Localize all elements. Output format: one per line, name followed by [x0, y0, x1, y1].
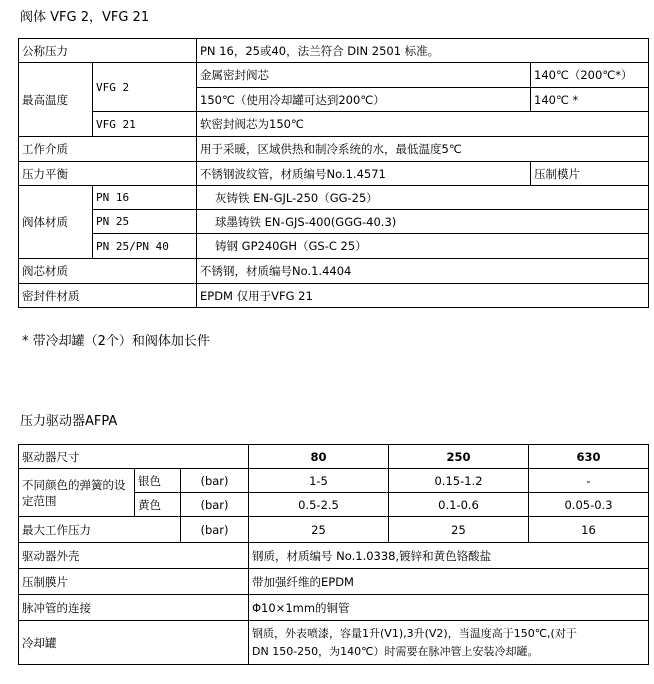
vfg2-label: VFG 2: [93, 63, 197, 112]
actuator-table: [18, 444, 649, 665]
balance-value: 不锈钢波纹管，材质编号No.1.4571: [197, 162, 531, 186]
max-pressure-label: 最大工作压力: [19, 517, 181, 543]
vfg2-metal-seal-value: 140℃（200℃*）: [531, 63, 649, 88]
valve-body-table: [18, 38, 649, 308]
size-630: 630: [529, 445, 649, 469]
membrane-label: 压制膜片: [19, 569, 249, 595]
body-pn25: PN 25: [93, 210, 197, 234]
body-pn25-material: 球墨铸铁 EN-GJS-400(GGG-40.3): [197, 210, 649, 234]
body-material-label: 阀体材质: [19, 186, 93, 259]
max-temp-label: 最高温度: [19, 63, 93, 137]
body-pn25-40: PN 25/PN 40: [93, 234, 197, 259]
medium-value: 用于采暖，区域供热和制冷系统的水，最低温度5℃: [197, 137, 649, 162]
silver-label: 银色: [135, 469, 181, 493]
cooler-value-line2: DN 150-250，为140℃）时需要在脉冲管上安装冷却罐。: [252, 644, 539, 658]
vfg2-cooler-temp-value: 140℃ *: [531, 88, 649, 112]
medium-label: 工作介质: [19, 137, 197, 162]
membrane-value: 带加强纤维的EPDM: [249, 569, 649, 595]
pressure-value: PN 16，25或40，法兰符合 DIN 2501 标准。: [197, 39, 649, 63]
body-pn25-40-material: 铸钢 GP240GH（GS-C 25）: [197, 234, 649, 259]
silver-80: 1-5: [249, 469, 389, 493]
cooler-value: [249, 621, 649, 665]
vfg21-label: VFG 21: [93, 112, 197, 137]
plug-material-label: 阀芯材质: [19, 259, 197, 284]
yellow-80: 0.5-2.5: [249, 493, 389, 517]
cooler-label: 冷却罐: [19, 621, 249, 665]
plug-material-value: 不锈钢，材质编号No.1.4404: [197, 259, 649, 284]
section-title-valve-body: 阀体 VFG 2，VFG 21: [20, 10, 150, 25]
silver-unit: (bar): [181, 469, 249, 493]
yellow-unit: (bar): [181, 493, 249, 517]
spring-range-label: 不同颜色的弹簧的设定范围: [19, 469, 135, 517]
yellow-250: 0.1-0.6: [389, 493, 529, 517]
pulse-tube-value: Φ10×1mm的铜管: [249, 595, 649, 621]
section-title-actuator: 压力驱动器AFPA: [20, 414, 118, 429]
size-label: 驱动器尺寸: [19, 445, 249, 469]
size-250: 250: [389, 445, 529, 469]
silver-250: 0.15-1.2: [389, 469, 529, 493]
pulse-tube-label: 脉冲管的连接: [19, 595, 249, 621]
max-pressure-250: 25: [389, 517, 529, 543]
max-pressure-630: 16: [529, 517, 649, 543]
yellow-label: 黄色: [135, 493, 181, 517]
vfg21-value: 软密封阀芯为150℃: [197, 112, 649, 137]
silver-630: -: [529, 469, 649, 493]
housing-label: 驱动器外壳: [19, 543, 249, 569]
max-pressure-unit: (bar): [181, 517, 249, 543]
yellow-630: 0.05-0.3: [529, 493, 649, 517]
vfg2-metal-seal: 金属密封阀芯: [197, 63, 531, 88]
footnote: * 带冷却罐（2个）和阀体加长件: [22, 334, 210, 349]
max-pressure-80: 25: [249, 517, 389, 543]
housing-value: 钢质，材质编号 No.1.0338,镀锌和黄色铬酸盐: [249, 543, 649, 569]
pressure-label: 公称压力: [19, 39, 197, 63]
balance-extra: 压制模片: [531, 162, 649, 186]
vfg2-cooler-temp: 150℃（使用冷却罐可达到200℃）: [197, 88, 531, 112]
balance-label: 压力平衡: [19, 162, 197, 186]
cooler-value-line1: 钢质，外表喷漆，容量1升(V1),3升(V2)，当温度高于150℃,(对于: [252, 626, 577, 640]
seal-material-value: EPDM 仅用于VFG 21: [197, 284, 649, 308]
body-pn16-material: 灰铸铁 EN-GJL-250（GG-25）: [197, 186, 649, 210]
seal-material-label: 密封件材质: [19, 284, 197, 308]
body-pn16: PN 16: [93, 186, 197, 210]
size-80: 80: [249, 445, 389, 469]
